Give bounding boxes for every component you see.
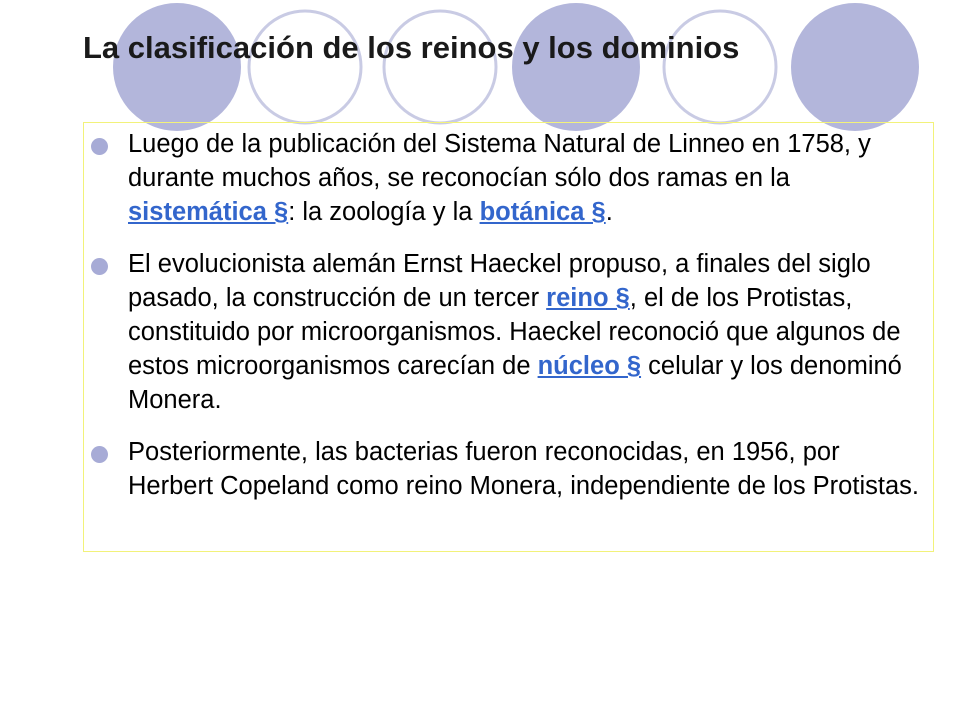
decor-circle-outline <box>249 11 361 123</box>
decor-circle-outline <box>664 11 776 123</box>
bullet-item: El evolucionista alemán Ernst Haeckel propuso, a finales del siglo pasado, la construcción de un tercer reino §, el de los Protistas, constituido por microorganismos. Haeckel reconoció que algunos de estos microorganismos carecían de núcleo § celular y los denominó Monera. <box>85 247 925 417</box>
link-sistematica[interactable]: sistemática § <box>128 198 289 226</box>
link-reino[interactable]: reino § <box>546 284 630 312</box>
slide-title: La clasificación de los reinos y los dominios <box>83 30 740 65</box>
link-nucleo[interactable]: núcleo § <box>537 352 642 380</box>
decor-circle-filled <box>113 3 241 131</box>
bullet-dot-icon <box>91 446 108 463</box>
bullet-dot-icon <box>91 138 108 155</box>
bullet-item: Posteriormente, las bacterias fueron reconocidas, en 1956, por Herbert Copeland como reino Monera, independiente de los Protistas. <box>85 435 925 503</box>
link-botanica[interactable]: botánica § <box>479 198 606 226</box>
decor-circle-filled <box>791 3 919 131</box>
decor-circle-outline <box>384 11 496 123</box>
bullet-item: Luego de la publicación del Sistema Natural de Linneo en 1758, y durante muchos años, se reconocían sólo dos ramas en la sistemática §: la zoología y la botánica §. <box>85 127 925 229</box>
decor-circle-filled <box>512 3 640 131</box>
bullet-list <box>85 127 925 521</box>
bullet-dot-icon <box>91 258 108 275</box>
